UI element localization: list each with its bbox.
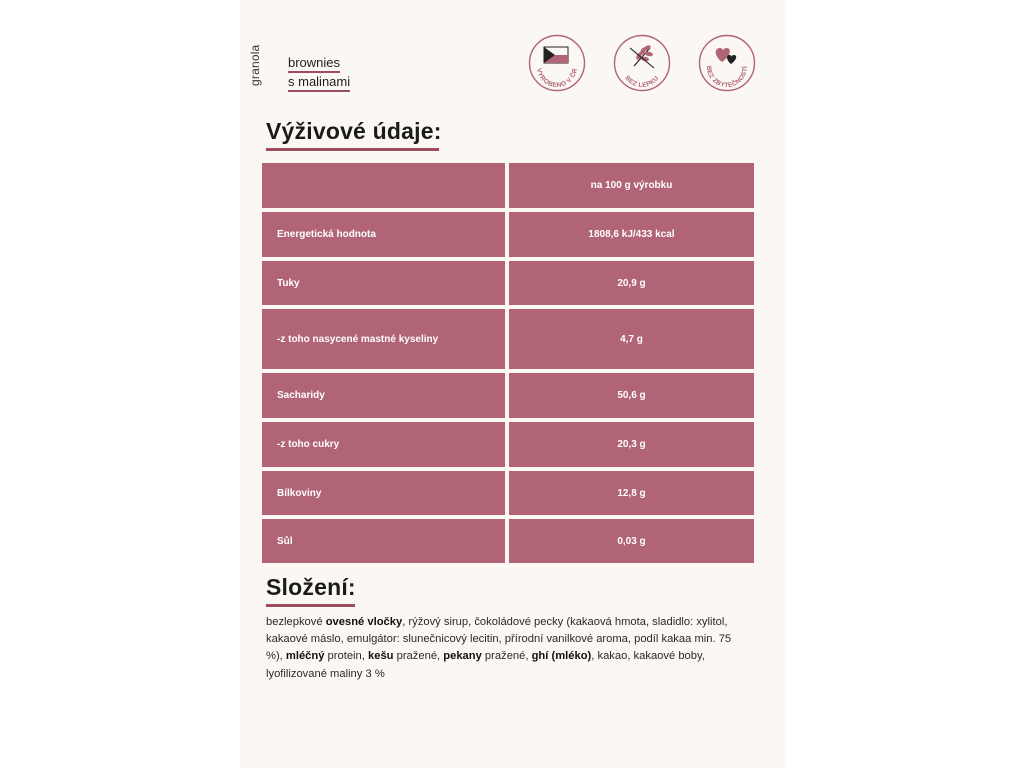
row-value: 12,8 g [509,471,754,515]
ingredient-highlight: kešu [368,650,394,663]
row-value: 4,7 g [509,309,754,369]
row-label: Energetická hodnota [262,212,505,257]
badge-label-no-unnecessary: BEZ ZBYTEČNOSTÍ [704,65,750,90]
ingredient-text: protein, [324,650,368,663]
table-row [262,261,754,305]
badge-gluten-free [613,34,671,92]
table-row [262,309,754,369]
ingredient-text: , rýžový sirup, čokoládové pecky (kakaová hmota, sladidlo: xylitol, kakaové máslo, emulgátor: slunečnicový lecitin, přírodní vanilkové aroma, podíl kakaa min. 75 %), [266,616,732,663]
product-name-line-1: brownies [288,54,340,73]
table-row [262,422,754,467]
table-row [262,471,754,515]
composition-title [266,574,356,601]
nutrition-title-underline [266,148,439,151]
nutrition-title-text: Výživové údaje: [266,118,442,144]
czech-flag-icon [528,34,586,92]
badge-no-unnecessary [698,34,756,92]
composition-title-underline [266,604,355,607]
row-label: -z toho nasycené mastné kyseliny [262,309,505,369]
ingredient-text: pražené, [393,650,444,663]
badge-made-in-cz [528,34,586,92]
wheat-leaf-icon [613,34,671,92]
table-row [262,519,754,563]
row-label: Tuky [262,261,505,305]
product-sheet [240,0,785,768]
ingredient-highlight: ghí (mléko) [531,650,592,663]
row-label: Sůl [262,519,505,563]
badge-label-gluten-free: BEZ LEPKU [623,74,661,90]
product-name [288,54,350,92]
table-row [262,212,754,257]
product-name-line-2: s malinami [288,73,350,92]
row-label: -z toho cukry [262,422,505,467]
badge-label-made-in-cz: VYROBENO V ČR [534,67,580,90]
ingredient-text: pražené, [481,650,532,663]
row-value: 0,03 g [509,519,754,563]
nutrition-title [266,118,442,145]
ingredient-text: bezlepkové [266,616,326,628]
ingredient-highlight: ovesné vločky [325,616,403,628]
row-value: 1808,6 kJ/433 kcal [509,212,754,257]
ingredient-highlight: mléčný [285,650,325,663]
row-value: 50,6 g [509,373,754,418]
row-value: 20,9 g [509,261,754,305]
composition-title-text: Složení: [266,574,356,600]
row-value: 20,3 g [509,422,754,467]
table-header-label-cell [262,163,505,208]
table-row [262,373,754,418]
row-label: Sacharidy [262,373,505,418]
hearts-icon [698,34,756,92]
table-header-row [262,163,754,208]
composition-text [266,614,746,683]
table-header-value-cell: na 100 g výrobku [509,163,754,208]
row-label: Bílkoviny [262,471,505,515]
ingredient-text: , kakao, kakaové boby, lyofilizované maliny 3 % [266,650,705,680]
brand-category: granola [248,44,262,86]
ingredient-highlight: pekany [443,650,482,663]
